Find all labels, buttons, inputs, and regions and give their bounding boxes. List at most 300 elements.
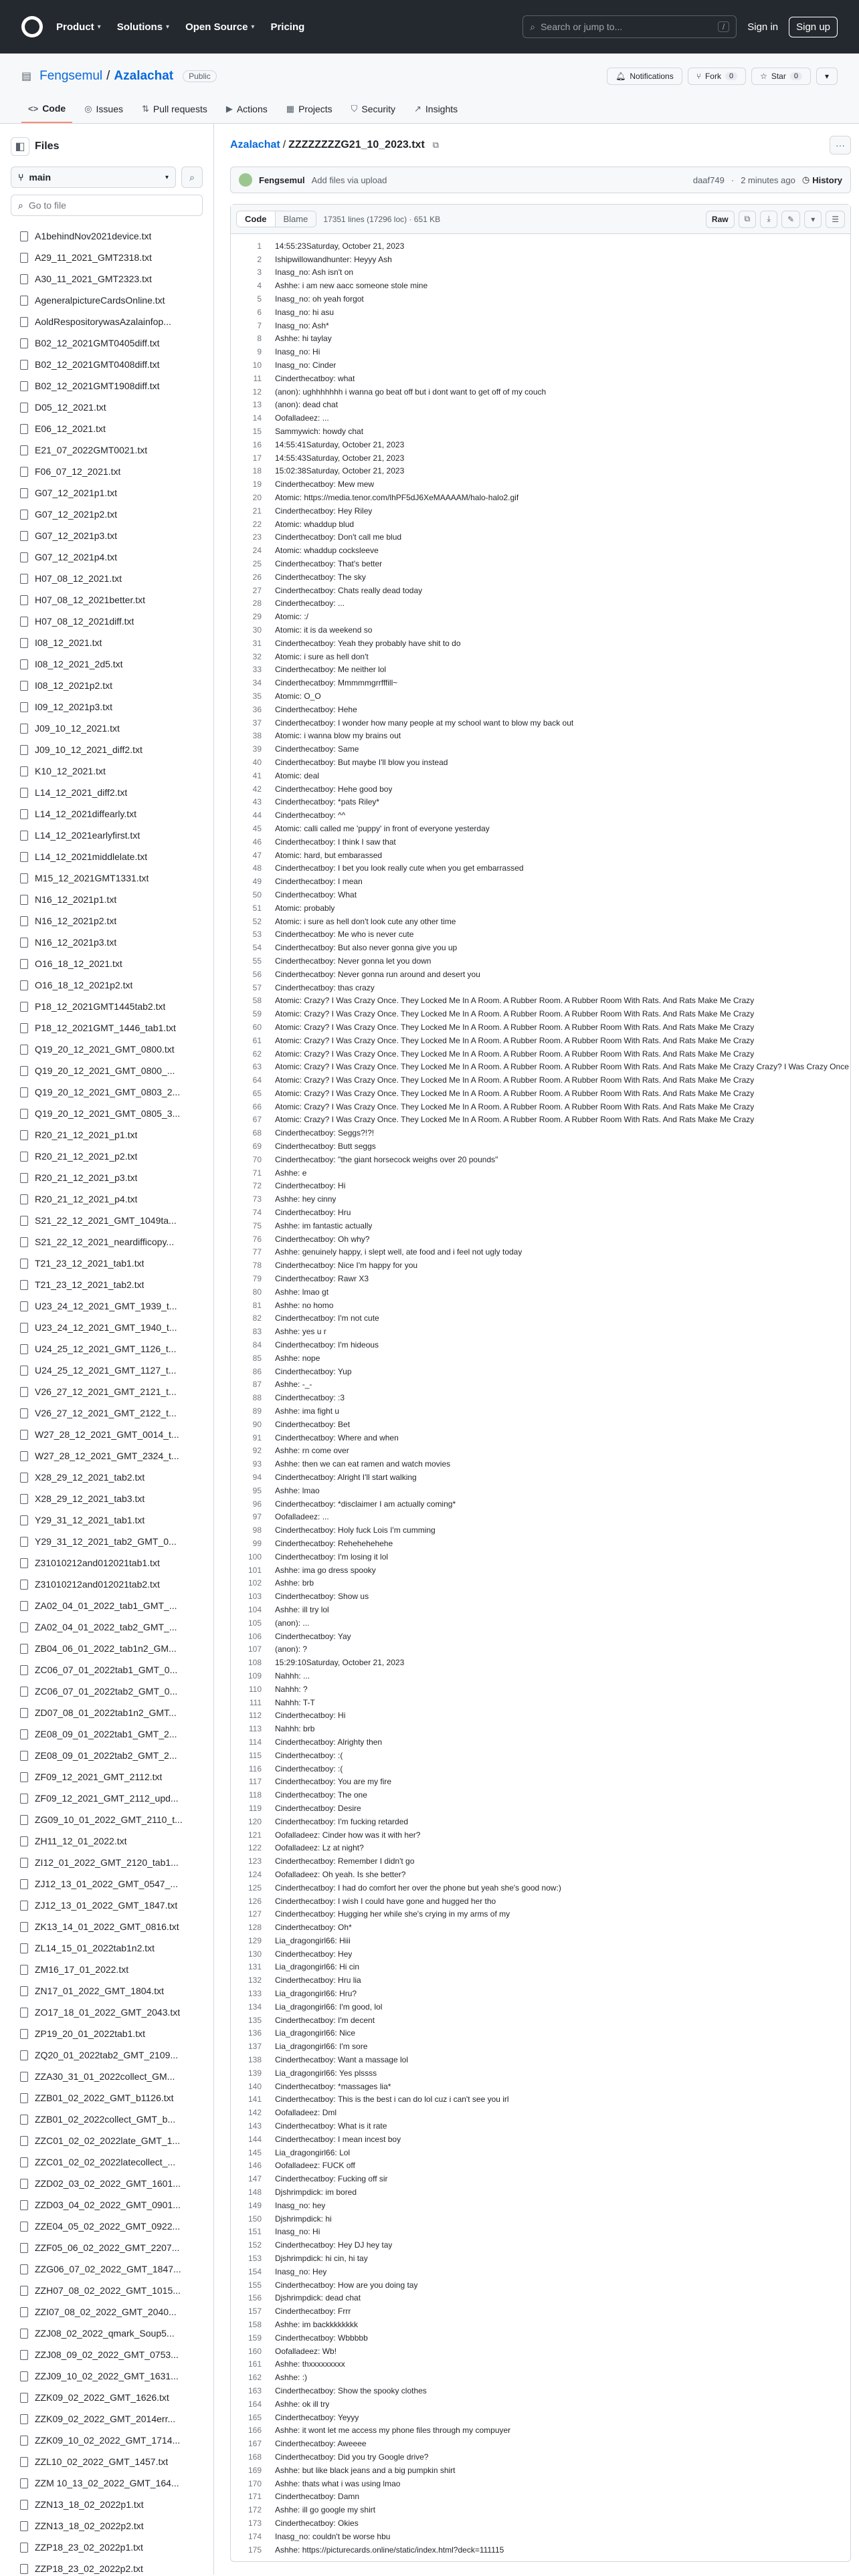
line-number[interactable]: 98 bbox=[252, 1525, 262, 1535]
line-number[interactable]: 105 bbox=[248, 1618, 262, 1628]
file-tree-item[interactable] bbox=[11, 2237, 203, 2258]
sign-in-link[interactable]: Sign in bbox=[747, 21, 779, 33]
file-tree-item[interactable] bbox=[11, 1210, 203, 1231]
line-number[interactable]: 35 bbox=[252, 691, 262, 701]
line-number[interactable]: 95 bbox=[252, 1485, 262, 1495]
line-number[interactable]: 80 bbox=[252, 1287, 262, 1297]
file-tree-item[interactable] bbox=[11, 2430, 203, 2451]
file-tree-item[interactable] bbox=[11, 2323, 203, 2344]
line-number[interactable]: 115 bbox=[248, 1750, 262, 1760]
line-number[interactable]: 158 bbox=[248, 2320, 262, 2329]
file-tree-item[interactable] bbox=[11, 2344, 203, 2365]
line-number[interactable]: 147 bbox=[248, 2174, 262, 2184]
line-number[interactable]: 116 bbox=[248, 1763, 262, 1774]
line-number[interactable]: 137 bbox=[248, 2042, 262, 2052]
line-number[interactable]: 157 bbox=[248, 2306, 262, 2317]
nav-pricing[interactable]: Pricing bbox=[270, 21, 305, 33]
line-number[interactable]: 122 bbox=[248, 1843, 262, 1853]
file-tree-item[interactable] bbox=[11, 996, 203, 1017]
line-number[interactable]: 60 bbox=[252, 1022, 262, 1032]
line-number[interactable]: 9 bbox=[257, 347, 262, 357]
line-number[interactable]: 154 bbox=[248, 2266, 262, 2276]
file-tree-item[interactable] bbox=[11, 2258, 203, 2280]
line-number[interactable]: 32 bbox=[252, 651, 262, 661]
line-number[interactable]: 106 bbox=[248, 1631, 262, 1641]
line-number[interactable]: 46 bbox=[252, 837, 262, 847]
file-tree-item[interactable] bbox=[11, 2365, 203, 2387]
line-number[interactable]: 104 bbox=[248, 1604, 262, 1614]
line-number[interactable]: 44 bbox=[252, 811, 262, 821]
file-tree-item[interactable] bbox=[11, 375, 203, 397]
line-number[interactable]: 99 bbox=[252, 1538, 262, 1548]
file-tree-item[interactable] bbox=[11, 482, 203, 504]
line-number[interactable]: 175 bbox=[248, 2545, 262, 2555]
line-number[interactable]: 53 bbox=[252, 930, 262, 940]
file-tree-item[interactable] bbox=[11, 1595, 203, 1616]
file-tree-item[interactable] bbox=[11, 696, 203, 718]
file-tree-item[interactable] bbox=[11, 1402, 203, 1424]
file-tree-item[interactable] bbox=[11, 525, 203, 546]
line-number[interactable]: 66 bbox=[252, 1101, 262, 1111]
file-tree-item[interactable] bbox=[11, 1146, 203, 1167]
file-tree-item[interactable] bbox=[11, 290, 203, 311]
line-number[interactable]: 45 bbox=[252, 823, 262, 833]
line-number[interactable]: 81 bbox=[252, 1300, 262, 1310]
file-tree-item[interactable] bbox=[11, 1745, 203, 1766]
file-tree-item[interactable] bbox=[11, 247, 203, 268]
sign-up-button[interactable]: Sign up bbox=[789, 17, 838, 37]
file-tree-item[interactable] bbox=[11, 1253, 203, 1274]
file-tree-item[interactable] bbox=[11, 739, 203, 760]
file-tree-item[interactable] bbox=[11, 2280, 203, 2301]
line-number[interactable]: 153 bbox=[248, 2254, 262, 2264]
file-tree-item[interactable] bbox=[11, 2173, 203, 2194]
line-number[interactable]: 16 bbox=[252, 439, 262, 449]
line-number[interactable]: 36 bbox=[252, 704, 262, 714]
tab-actions[interactable]: ▶ Actions bbox=[225, 104, 268, 114]
line-number[interactable]: 19 bbox=[252, 479, 262, 490]
file-tree-item[interactable] bbox=[11, 418, 203, 439]
file-tree-item[interactable] bbox=[11, 2472, 203, 2494]
line-number[interactable]: 100 bbox=[248, 1551, 262, 1562]
line-number[interactable]: 6 bbox=[257, 307, 262, 317]
line-number[interactable]: 37 bbox=[252, 718, 262, 728]
line-number[interactable]: 160 bbox=[248, 2346, 262, 2356]
file-tree-item[interactable] bbox=[11, 2109, 203, 2130]
nav-solutions[interactable]: Solutions ▾ bbox=[116, 21, 170, 33]
line-number[interactable]: 1 bbox=[257, 241, 262, 251]
file-tree-item[interactable] bbox=[11, 932, 203, 953]
file-tree-item[interactable] bbox=[11, 2387, 203, 2408]
file-tree-item[interactable] bbox=[11, 2408, 203, 2430]
line-number[interactable]: 49 bbox=[252, 877, 262, 887]
line-number[interactable]: 120 bbox=[248, 1816, 262, 1826]
line-number[interactable]: 89 bbox=[252, 1406, 262, 1416]
file-tree-item[interactable] bbox=[11, 1809, 203, 1830]
line-number[interactable]: 25 bbox=[252, 559, 262, 569]
line-number[interactable]: 64 bbox=[252, 1075, 262, 1085]
file-tree-item[interactable] bbox=[11, 332, 203, 354]
fork-button[interactable]: ⑂ Fork 0 bbox=[688, 68, 746, 85]
line-number[interactable]: 119 bbox=[248, 1803, 262, 1813]
line-number[interactable]: 22 bbox=[252, 519, 262, 529]
file-tree-item[interactable] bbox=[11, 718, 203, 739]
line-number[interactable]: 48 bbox=[252, 863, 262, 873]
file-tree-item[interactable] bbox=[11, 1167, 203, 1188]
file-tree-item[interactable] bbox=[11, 1317, 203, 1338]
line-number[interactable]: 173 bbox=[248, 2518, 262, 2528]
line-number[interactable]: 71 bbox=[252, 1168, 262, 1178]
line-number[interactable]: 161 bbox=[248, 2359, 262, 2369]
line-number[interactable]: 15 bbox=[252, 427, 262, 437]
file-tree-item[interactable] bbox=[11, 889, 203, 910]
line-number[interactable]: 3 bbox=[257, 267, 262, 278]
file-tree-item[interactable] bbox=[11, 1488, 203, 1509]
line-number[interactable]: 72 bbox=[252, 1181, 262, 1191]
line-number[interactable]: 73 bbox=[252, 1194, 262, 1204]
line-number[interactable]: 63 bbox=[252, 1062, 262, 1072]
line-number[interactable]: 8 bbox=[257, 334, 262, 344]
edit-dropdown-button[interactable] bbox=[804, 211, 822, 228]
line-number[interactable]: 125 bbox=[248, 1883, 262, 1893]
tab-security[interactable]: ⛉ Security bbox=[351, 104, 395, 114]
line-number[interactable]: 50 bbox=[252, 889, 262, 899]
file-tree-item[interactable] bbox=[11, 589, 203, 611]
line-number[interactable]: 141 bbox=[248, 2095, 262, 2105]
file-tree-item[interactable] bbox=[11, 2558, 203, 2575]
commit-author[interactable]: Fengsemul bbox=[259, 175, 305, 185]
line-number[interactable]: 155 bbox=[248, 2280, 262, 2290]
search-files-button[interactable] bbox=[181, 167, 203, 188]
file-tree-item[interactable] bbox=[11, 2066, 203, 2087]
line-number[interactable]: 168 bbox=[248, 2452, 262, 2462]
line-number[interactable]: 30 bbox=[252, 625, 262, 635]
file-tree-item[interactable] bbox=[11, 2002, 203, 2023]
line-number[interactable]: 24 bbox=[252, 546, 262, 556]
file-tree-item[interactable] bbox=[11, 2451, 203, 2472]
tab-code[interactable]: <> Code bbox=[21, 96, 72, 123]
repo-name-link[interactable]: Azalachat bbox=[114, 69, 174, 83]
file-tree-item[interactable] bbox=[11, 632, 203, 653]
line-number[interactable]: 172 bbox=[248, 2505, 262, 2515]
line-number[interactable]: 84 bbox=[252, 1340, 262, 1350]
file-tree-item[interactable] bbox=[11, 1060, 203, 1081]
file-tree-item[interactable] bbox=[11, 268, 203, 290]
file-tree-item[interactable] bbox=[11, 504, 203, 525]
repo-owner-link[interactable]: Fengsemul bbox=[39, 69, 103, 83]
tab-insights[interactable]: ↗ Insights bbox=[413, 104, 458, 114]
line-number[interactable]: 124 bbox=[248, 1869, 262, 1879]
breadcrumb-repo-link[interactable]: Azalachat bbox=[230, 139, 280, 150]
file-tree-item[interactable] bbox=[11, 2216, 203, 2237]
file-tree-item[interactable] bbox=[11, 311, 203, 332]
file-tree-item[interactable] bbox=[11, 461, 203, 482]
avatar[interactable] bbox=[239, 173, 252, 187]
copy-path-icon[interactable]: ⧉ bbox=[432, 140, 440, 150]
line-number[interactable]: 96 bbox=[252, 1499, 262, 1509]
file-tree-item[interactable] bbox=[11, 1445, 203, 1467]
line-number[interactable]: 40 bbox=[252, 757, 262, 767]
line-number[interactable]: 33 bbox=[252, 665, 262, 675]
line-number[interactable]: 67 bbox=[252, 1115, 262, 1125]
line-number[interactable]: 93 bbox=[252, 1459, 262, 1469]
file-tree-item[interactable] bbox=[11, 653, 203, 675]
file-tree-item[interactable] bbox=[11, 974, 203, 996]
line-number[interactable]: 12 bbox=[252, 387, 262, 397]
file-tree-item[interactable] bbox=[11, 1723, 203, 1745]
file-tree-item[interactable] bbox=[11, 2515, 203, 2537]
line-number[interactable]: 87 bbox=[252, 1380, 262, 1390]
line-number[interactable]: 159 bbox=[248, 2333, 262, 2343]
line-number[interactable]: 26 bbox=[252, 572, 262, 582]
line-number[interactable]: 167 bbox=[248, 2439, 262, 2449]
github-logo-icon[interactable] bbox=[21, 16, 43, 37]
line-number[interactable]: 142 bbox=[248, 2108, 262, 2118]
line-number[interactable]: 42 bbox=[252, 784, 262, 794]
file-tree-item[interactable] bbox=[11, 1681, 203, 1702]
line-number[interactable]: 52 bbox=[252, 916, 262, 926]
file-tree-item[interactable] bbox=[11, 825, 203, 846]
file-tree-item[interactable] bbox=[11, 675, 203, 696]
file-tree-item[interactable] bbox=[11, 2023, 203, 2044]
file-tree-item[interactable] bbox=[11, 439, 203, 461]
line-number[interactable]: 123 bbox=[248, 1856, 262, 1866]
line-number[interactable]: 121 bbox=[248, 1830, 262, 1840]
file-tree-item[interactable] bbox=[11, 546, 203, 568]
sidebar-collapse-icon[interactable]: ◧ bbox=[11, 137, 29, 156]
tab-pull-requests[interactable]: ⇅ Pull requests bbox=[142, 104, 207, 114]
line-number[interactable]: 17 bbox=[252, 453, 262, 463]
line-number[interactable]: 170 bbox=[248, 2478, 262, 2488]
tab-projects[interactable]: ▦ Projects bbox=[286, 104, 332, 114]
line-number[interactable]: 61 bbox=[252, 1035, 262, 1045]
line-number[interactable]: 163 bbox=[248, 2385, 262, 2395]
file-tree-item[interactable] bbox=[11, 611, 203, 632]
file-tree-item[interactable] bbox=[11, 1574, 203, 1595]
star-dropdown-button[interactable] bbox=[816, 68, 838, 85]
line-number[interactable]: 41 bbox=[252, 770, 262, 780]
history-button[interactable]: ◷ History bbox=[801, 175, 842, 185]
line-number[interactable]: 139 bbox=[248, 2068, 262, 2078]
line-number[interactable]: 143 bbox=[248, 2121, 262, 2131]
line-number[interactable]: 135 bbox=[248, 2015, 262, 2025]
line-number[interactable]: 117 bbox=[248, 1777, 262, 1787]
file-tree-item[interactable] bbox=[11, 2494, 203, 2515]
file-tree-item[interactable] bbox=[11, 1231, 203, 1253]
file-tree-item[interactable] bbox=[11, 1552, 203, 1574]
file-tree-item[interactable] bbox=[11, 1188, 203, 1210]
line-number[interactable]: 162 bbox=[248, 2373, 262, 2383]
line-number[interactable]: 59 bbox=[252, 1009, 262, 1019]
file-tree-item[interactable] bbox=[11, 225, 203, 247]
line-number[interactable]: 148 bbox=[248, 2187, 262, 2197]
raw-button[interactable]: Raw bbox=[706, 211, 735, 228]
file-tree-item[interactable] bbox=[11, 1616, 203, 1638]
line-number[interactable]: 11 bbox=[253, 373, 262, 383]
line-number[interactable]: 144 bbox=[248, 2134, 262, 2144]
file-tree-item[interactable] bbox=[11, 1103, 203, 1124]
file-tree-item[interactable] bbox=[11, 1017, 203, 1039]
file-tree-item[interactable] bbox=[11, 1895, 203, 1916]
file-tree-item[interactable] bbox=[11, 1274, 203, 1295]
line-number[interactable]: 68 bbox=[252, 1128, 262, 1138]
symbols-panel-button[interactable] bbox=[826, 211, 845, 228]
line-number[interactable]: 18 bbox=[252, 466, 262, 476]
line-number[interactable]: 65 bbox=[252, 1088, 262, 1098]
line-number[interactable]: 127 bbox=[248, 1909, 262, 1919]
commit-hash[interactable]: daaf749 bbox=[692, 175, 725, 185]
line-number[interactable]: 2 bbox=[257, 254, 262, 264]
line-number[interactable]: 156 bbox=[248, 2293, 262, 2303]
line-number[interactable]: 101 bbox=[248, 1565, 262, 1575]
line-number[interactable]: 88 bbox=[252, 1393, 262, 1403]
file-tree-item[interactable] bbox=[11, 1959, 203, 1980]
line-number[interactable]: 23 bbox=[252, 532, 262, 542]
line-number[interactable]: 103 bbox=[248, 1592, 262, 1602]
line-number[interactable]: 166 bbox=[248, 2426, 262, 2436]
file-tree-item[interactable] bbox=[11, 1039, 203, 1060]
file-tree-item[interactable] bbox=[11, 760, 203, 782]
file-tree-item[interactable] bbox=[11, 1766, 203, 1788]
nav-product[interactable]: Product ▾ bbox=[56, 21, 101, 33]
line-number[interactable]: 57 bbox=[252, 982, 262, 992]
file-tree-item[interactable] bbox=[11, 1381, 203, 1402]
line-number[interactable]: 56 bbox=[252, 969, 262, 979]
line-number[interactable]: 138 bbox=[248, 2055, 262, 2065]
commit-message[interactable]: Add files via upload bbox=[311, 175, 387, 185]
file-tree-item[interactable] bbox=[11, 1916, 203, 1937]
line-number[interactable]: 102 bbox=[248, 1578, 262, 1588]
line-number[interactable]: 91 bbox=[252, 1432, 262, 1442]
line-number[interactable]: 128 bbox=[248, 1923, 262, 1933]
line-number[interactable]: 126 bbox=[248, 1896, 262, 1906]
file-tree-item[interactable] bbox=[11, 1830, 203, 1852]
line-number[interactable]: 77 bbox=[252, 1247, 262, 1257]
file-tree-item[interactable] bbox=[11, 910, 203, 932]
line-number[interactable]: 79 bbox=[252, 1274, 262, 1284]
line-number[interactable]: 109 bbox=[248, 1671, 262, 1681]
branch-selector[interactable]: ⑂ main ▾ bbox=[11, 167, 176, 188]
code-view-button[interactable]: Code bbox=[237, 211, 276, 227]
download-button[interactable] bbox=[760, 211, 777, 228]
line-number[interactable]: 10 bbox=[252, 360, 262, 370]
file-tree-item[interactable] bbox=[11, 2301, 203, 2323]
line-number[interactable]: 47 bbox=[252, 850, 262, 860]
file-tree-item[interactable] bbox=[11, 1360, 203, 1381]
file-tree-item[interactable] bbox=[11, 568, 203, 589]
line-number[interactable]: 150 bbox=[248, 2214, 262, 2224]
file-tree-item[interactable] bbox=[11, 953, 203, 974]
tab-issues[interactable]: ◎ Issues bbox=[84, 104, 123, 114]
file-tree-item[interactable] bbox=[11, 1852, 203, 1873]
line-number[interactable]: 90 bbox=[252, 1419, 262, 1429]
line-number[interactable]: 55 bbox=[252, 956, 262, 966]
line-number[interactable]: 132 bbox=[248, 1975, 262, 1985]
file-tree-item[interactable] bbox=[11, 2151, 203, 2173]
file-tree-item[interactable] bbox=[11, 1338, 203, 1360]
file-tree-item[interactable] bbox=[11, 1124, 203, 1146]
file-tree-item[interactable] bbox=[11, 782, 203, 803]
line-number[interactable]: 31 bbox=[252, 638, 262, 648]
line-number[interactable]: 169 bbox=[248, 2465, 262, 2475]
file-tree-item[interactable] bbox=[11, 1702, 203, 1723]
file-tree-item[interactable] bbox=[11, 2537, 203, 2558]
file-tree-item[interactable] bbox=[11, 2044, 203, 2066]
line-number[interactable]: 134 bbox=[248, 2002, 262, 2012]
nav-open-source[interactable]: Open Source ▾ bbox=[185, 21, 255, 33]
file-tree-item[interactable] bbox=[11, 354, 203, 375]
line-number[interactable]: 110 bbox=[248, 1684, 262, 1694]
line-number[interactable]: 20 bbox=[252, 493, 262, 503]
file-tree-item[interactable] bbox=[11, 2130, 203, 2151]
line-number[interactable]: 151 bbox=[248, 2227, 262, 2237]
line-number[interactable]: 164 bbox=[248, 2399, 262, 2409]
line-number[interactable]: 14 bbox=[252, 413, 262, 423]
line-number[interactable]: 43 bbox=[252, 797, 262, 807]
line-number[interactable]: 174 bbox=[248, 2531, 262, 2541]
line-number[interactable]: 136 bbox=[248, 2028, 262, 2038]
file-tree-item[interactable] bbox=[11, 1873, 203, 1895]
line-number[interactable]: 107 bbox=[248, 1644, 262, 1654]
line-number[interactable]: 165 bbox=[248, 2412, 262, 2422]
more-options-button[interactable] bbox=[830, 136, 851, 154]
file-tree-item[interactable] bbox=[11, 1937, 203, 1959]
notifications-button[interactable]: 🔔︎ Notifications bbox=[607, 68, 682, 85]
file-tree-item[interactable] bbox=[11, 1295, 203, 1317]
file-tree-item[interactable] bbox=[11, 1424, 203, 1445]
line-number[interactable]: 133 bbox=[248, 1989, 262, 1999]
line-number[interactable]: 131 bbox=[248, 1962, 262, 1972]
file-tree-item[interactable] bbox=[11, 1467, 203, 1488]
line-number[interactable]: 27 bbox=[252, 585, 262, 595]
file-tree-item[interactable] bbox=[11, 2087, 203, 2109]
file-tree-item[interactable] bbox=[11, 846, 203, 867]
line-number[interactable]: 75 bbox=[252, 1220, 262, 1230]
file-tree-item[interactable] bbox=[11, 1659, 203, 1681]
line-number[interactable]: 145 bbox=[248, 2147, 262, 2157]
line-number[interactable]: 76 bbox=[252, 1234, 262, 1244]
line-number[interactable]: 78 bbox=[252, 1261, 262, 1271]
line-number[interactable]: 28 bbox=[252, 599, 262, 609]
line-number[interactable]: 85 bbox=[252, 1353, 262, 1363]
line-number[interactable]: 92 bbox=[252, 1446, 262, 1456]
file-tree-item[interactable] bbox=[11, 1788, 203, 1809]
line-number[interactable]: 39 bbox=[252, 744, 262, 754]
line-number[interactable]: 21 bbox=[252, 506, 262, 516]
line-number[interactable]: 97 bbox=[252, 1512, 262, 1522]
go-to-file-field[interactable] bbox=[11, 195, 203, 216]
line-number[interactable]: 152 bbox=[248, 2240, 262, 2250]
line-number[interactable]: 51 bbox=[252, 903, 262, 913]
file-tree-item[interactable] bbox=[11, 1531, 203, 1552]
file-tree-item[interactable] bbox=[11, 1081, 203, 1103]
copy-raw-button[interactable] bbox=[739, 211, 757, 228]
edit-button[interactable] bbox=[781, 211, 800, 228]
line-number[interactable]: 171 bbox=[248, 2492, 262, 2502]
line-number[interactable]: 70 bbox=[252, 1154, 262, 1164]
file-tree-item[interactable] bbox=[11, 397, 203, 418]
line-number[interactable]: 7 bbox=[257, 320, 262, 330]
line-number[interactable]: 74 bbox=[252, 1208, 262, 1218]
file-tree-item[interactable] bbox=[11, 1509, 203, 1531]
line-number[interactable]: 113 bbox=[248, 1724, 262, 1734]
line-number[interactable]: 86 bbox=[252, 1366, 262, 1376]
line-number[interactable]: 118 bbox=[248, 1790, 262, 1800]
line-number[interactable]: 146 bbox=[248, 2161, 262, 2171]
line-number[interactable]: 58 bbox=[252, 996, 262, 1006]
line-number[interactable]: 129 bbox=[248, 1935, 262, 1945]
line-number[interactable]: 34 bbox=[252, 678, 262, 688]
